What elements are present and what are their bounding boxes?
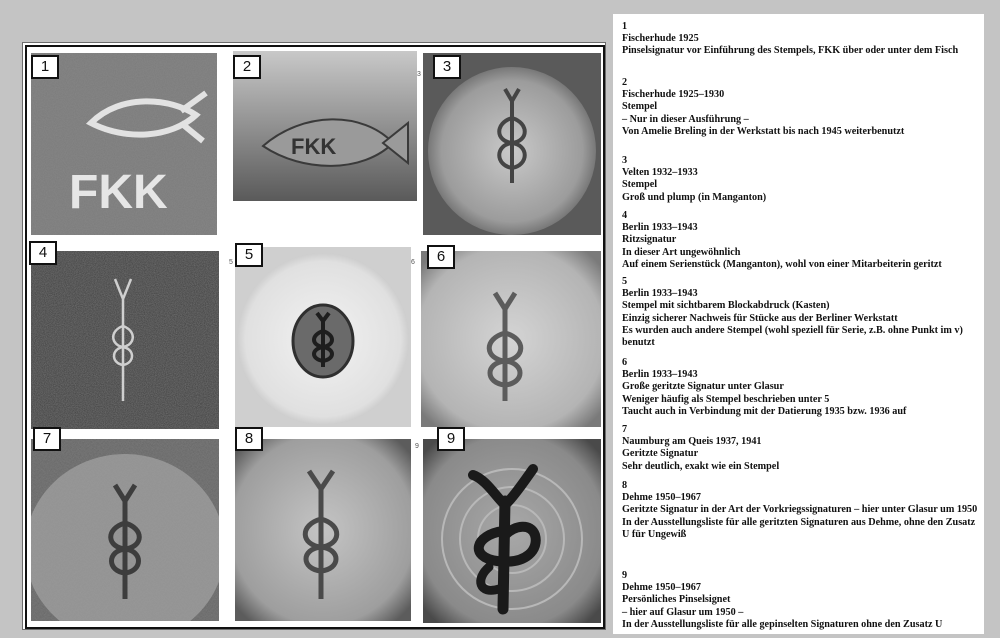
caption-line: Berlin 1933–1943 [622, 222, 698, 234]
caption-3 [622, 155, 980, 204]
panel-number-9: 9 [437, 427, 465, 451]
caption-9 [622, 570, 980, 631]
photo-panel-1 [31, 53, 217, 235]
caption-line: Geritzte Signatur in der Art der Vorkriegssignaturen – hier unter Glasur um 1950 [622, 504, 978, 516]
photo-panel-5 [235, 247, 411, 427]
photo-panel-7 [31, 439, 219, 621]
photo-panel-4 [31, 251, 219, 429]
small-mark-6: 6 [411, 259, 415, 266]
caption-line: In der Ausstellungsliste für alle geritzten Signaturen aus Dehme, ohne den Zusatz U für Ungewiß [622, 516, 976, 540]
panel-number-8: 8 [235, 427, 263, 451]
caption-line: Berlin 1933–1943 [622, 369, 698, 381]
caption-line: Persönliches Pinselsignet [622, 594, 731, 606]
caption-number: 3 [622, 155, 628, 166]
caption-number: 2 [622, 77, 628, 88]
caption-line: Weniger häufig als Stempel beschrieben unter 5 [622, 393, 830, 405]
panel-number-2: 2 [233, 55, 261, 79]
caption-line: Ritzsignatur [622, 234, 677, 246]
panel-number-4: 4 [29, 241, 57, 265]
large-incised-signature-photo [421, 251, 601, 427]
dehme-incised-signature-photo [235, 439, 411, 621]
caption-line: Sehr deutlich, exakt wie ein Stempel [622, 460, 780, 472]
caption-line: Auf einem Serienstück (Manganton), wohl von einer Mitarbeiterin geritzt [622, 258, 942, 270]
caption-line: Naumburg am Queis 1937, 1941 [622, 436, 762, 448]
caption-line: Pinselsignatur vor Einführung des Stempels, FKK über oder unter dem Fisch [622, 45, 959, 57]
caption-line: Berlin 1933–1943 [622, 288, 698, 300]
caption-number: 7 [622, 424, 628, 435]
panel-number-6: 6 [427, 245, 455, 269]
small-mark-3: 3 [417, 71, 421, 78]
caption-2 [622, 77, 980, 138]
caption-5 [622, 276, 980, 349]
caption-line: Einzig sicherer Nachweis für Stücke aus der Berliner Werkstatt [622, 312, 898, 324]
svg-text:FKK: FKK [69, 166, 168, 219]
panel-number-3: 3 [433, 55, 461, 79]
caption-line: Von Amelie Breling in der Werkstatt bis nach 1945 weiterbenutzt [622, 125, 905, 137]
caption-number: 8 [622, 480, 628, 491]
panel-number-7: 7 [33, 427, 61, 451]
caption-4 [622, 210, 980, 271]
caption-number: 6 [622, 357, 628, 368]
caption-line: Dehme 1950–1967 [622, 582, 701, 594]
panel-number-1: 1 [31, 55, 59, 79]
caption-line: Fischerhude 1925–1930 [622, 89, 725, 101]
caption-line: Velten 1932–1933 [622, 167, 698, 179]
caption-line: Fischerhude 1925 [622, 33, 699, 45]
caption-line: Es wurden auch andere Stempel (wohl speziell für Serie, z.B. ohne Punkt im v) benutzt [622, 324, 963, 349]
fkk-fish-brush-signature-photo [31, 53, 217, 235]
photo-panel-8 [235, 439, 411, 621]
brush-signet-photo [423, 439, 601, 623]
panel-number-5: 5 [235, 243, 263, 267]
svg-text:FKK: FKK [291, 134, 337, 159]
caption-line: Dehme 1950–1967 [622, 492, 701, 504]
photo-panel-3 [423, 53, 601, 235]
caption-line: In dieser Art ungewöhnlich [622, 246, 741, 258]
photo-panel-9 [423, 439, 601, 623]
block-stamp-photo [235, 247, 411, 427]
caption-number: 1 [622, 21, 628, 32]
caption-1 [622, 21, 980, 58]
caption-line: – Nur in dieser Ausführung – [622, 113, 749, 125]
caption-line: Große geritzte Signatur unter Glasur [622, 381, 784, 393]
caption-column [613, 14, 984, 634]
small-mark-5: 5 [229, 259, 233, 266]
caption-line: Taucht auch in Verbindung mit der Datierung 1935 bzw. 1936 auf [622, 405, 907, 417]
caption-number: 4 [622, 210, 628, 221]
incised-signature-photo [31, 251, 219, 429]
photo-panel-6 [421, 251, 601, 427]
caption-6 [622, 357, 980, 418]
photo-plate-frame [25, 45, 605, 629]
caption-8 [622, 480, 980, 541]
naumburg-incised-signature-photo [31, 439, 219, 621]
caption-line: Stempel [622, 101, 658, 113]
caption-line: Stempel [622, 179, 658, 191]
caption-line: In der Ausstellungsliste für alle gepinselten Signaturen ohne den Zusatz U [622, 618, 943, 630]
caption-number: 9 [622, 570, 628, 581]
caption-line: Stempel mit sichtbarem Blockabdruck (Kasten) [622, 300, 830, 312]
caption-7 [622, 424, 980, 473]
photo-plate [22, 42, 606, 630]
caption-line: Geritzte Signatur [622, 448, 699, 460]
caption-line: – hier auf Glasur um 1950 – [622, 606, 744, 618]
small-mark-9: 9 [415, 443, 419, 450]
caption-line: Groß und plump (in Manganton) [622, 191, 767, 203]
caption-number: 5 [622, 276, 628, 287]
velten-stamp-photo [423, 53, 601, 235]
